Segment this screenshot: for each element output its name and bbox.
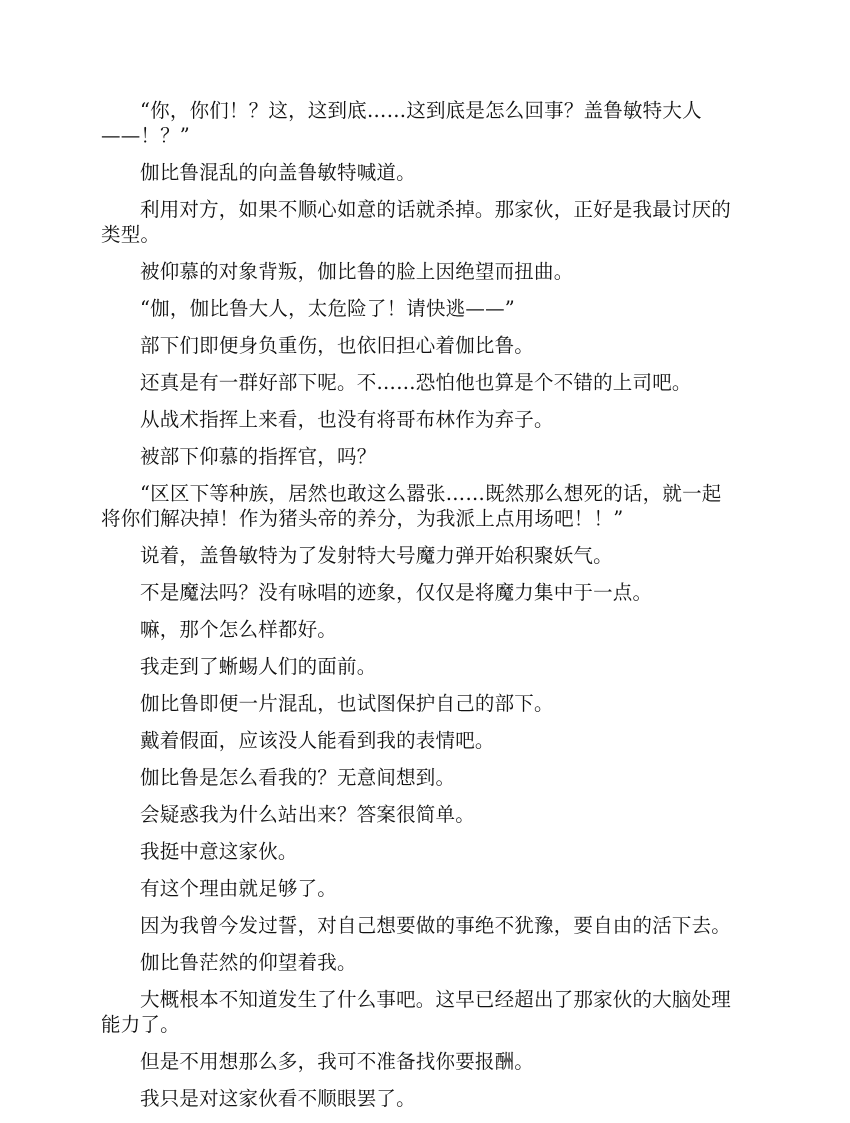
paragraph-6: 部下们即便身负重伤，也依旧担心着伽比鲁。 bbox=[140, 334, 535, 357]
paragraph-25: 我只是对这家伙看不顺眼罢了。 bbox=[140, 1087, 416, 1110]
paragraph-15: 伽比鲁即便一片混乱，也试图保护自己的部下。 bbox=[140, 692, 554, 715]
paragraph-21: 因为我曾今发过誓，对自己想要做的事绝不犹豫，要自由的活下去。 bbox=[140, 914, 732, 937]
paragraph-9: 被部下仰慕的指挥官，吗？ bbox=[140, 445, 377, 468]
paragraph-7: 还真是有一群好部下呢。不……恐怕他也算是个不错的上司吧。 bbox=[140, 371, 692, 394]
document-page bbox=[101, 98, 741, 1123]
paragraph-1: “你，你们！？这，这到底……这到底是怎么回事？盖鲁敏特大人——！？” bbox=[101, 99, 702, 147]
paragraph-17: 伽比鲁是怎么看我的？无意间想到。 bbox=[140, 766, 456, 789]
paragraph-14: 我走到了蜥蜴人们的面前。 bbox=[140, 655, 377, 678]
paragraph-4: 被仰慕的对象背叛，伽比鲁的脸上因绝望而扭曲。 bbox=[140, 260, 574, 283]
paragraph-13: 嘛，那个怎么样都好。 bbox=[140, 618, 338, 641]
paragraph-22: 伽比鲁茫然的仰望着我。 bbox=[140, 951, 357, 974]
paragraph-16: 戴着假面，应该没人能看到我的表情吧。 bbox=[140, 729, 495, 752]
paragraph-12: 不是魔法吗？没有咏唱的迹象，仅仅是将魔力集中于一点。 bbox=[140, 581, 653, 604]
paragraph-2: 伽比鲁混乱的向盖鲁敏特喊道。 bbox=[140, 161, 416, 184]
paragraph-23: 大概根本不知道发生了什么事吧。这早已经超出了那家伙的大脑处理能力了。 bbox=[101, 988, 732, 1036]
paragraph-11: 说着，盖鲁敏特为了发射特大号魔力弹开始积聚妖气。 bbox=[140, 544, 613, 567]
paragraph-20: 有这个理由就足够了。 bbox=[140, 877, 338, 900]
paragraph-18: 会疑惑我为什么站出来？答案很简单。 bbox=[140, 803, 475, 826]
paragraph-3: 利用对方，如果不顺心如意的话就杀掉。那家伙，正好是我最讨厌的类型。 bbox=[101, 198, 732, 246]
paragraph-24: 但是不用想那么多，我可不准备找你要报酬。 bbox=[140, 1050, 535, 1073]
paragraph-10: “区区下等种族，居然也敢这么嚣张……既然那么想死的话，就一起将你们解决掉！作为猪头帝的养分，为我派上点用场吧！！” bbox=[101, 482, 722, 530]
paragraph-5: “伽，伽比鲁大人，太危险了！请快逃——” bbox=[140, 297, 515, 320]
paragraph-19: 我挺中意这家伙。 bbox=[140, 840, 298, 863]
paragraph-8: 从战术指挥上来看，也没有将哥布林作为弃子。 bbox=[140, 408, 554, 431]
